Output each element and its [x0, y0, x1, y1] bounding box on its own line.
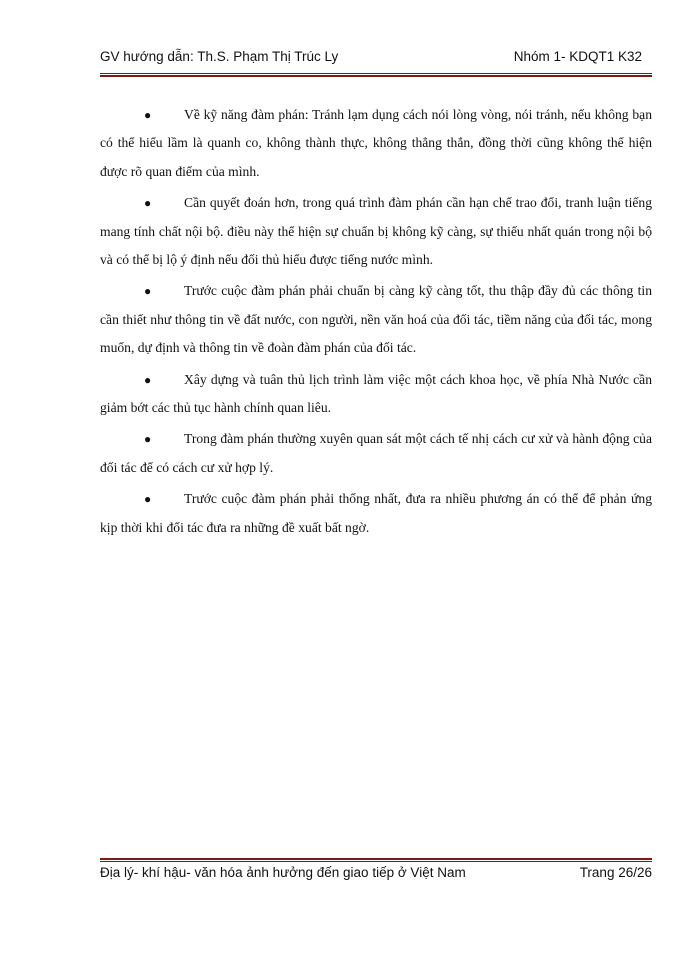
paragraph-text: Cần quyết đoán hơn, trong quá trình đàm phán cần hạn chế trao đổi, tranh luận tiếng mang tính chất nội bộ. điều này thể hiện sự chuẩn bị không kỹ càng, sự thiếu nhất quán trong nội bộ và có thể bị lộ ý định nếu đối thủ hiểu được tiếng nước mình. — [100, 195, 652, 268]
page-number: Trang 26/26 — [579, 865, 652, 880]
header-instructor: GV hướng dẫn: Th.S. Phạm Thị Trúc Ly — [100, 49, 339, 64]
paragraph-text: Trước cuộc đàm phán phải chuẩn bị càng kỹ càng tốt, thu thập đầy đủ các thông tin cần thiết như thông tin về đất nước, con người, nền văn hoá của đối tác, tiềm năng của đối tác, mong muốn, dự định và thông tin về đoàn đàm phán của đối tác. — [100, 283, 652, 356]
bullet-paragraph — [100, 425, 652, 482]
footer-title: Địa lý- khí hậu- văn hóa ảnh hưởng đến giao tiếp ở Việt Nam — [100, 865, 466, 880]
bullet-icon: ● — [144, 284, 152, 299]
bullet-icon: ● — [144, 372, 152, 387]
bullet-paragraph — [100, 366, 652, 423]
body-content — [100, 101, 652, 545]
paragraph-text: Xây dựng và tuân thủ lịch trình làm việc một cách khoa học, về phía Nhà Nước cần giảm bớt các thủ tục hành chính quan liêu. — [100, 371, 652, 416]
header-group: Nhóm 1- KDQT1 K32 — [513, 49, 642, 64]
paragraph-text: Về kỹ năng đàm phán: Tránh lạm dụng cách nói lòng vòng, nói tránh, nếu không bạn có thể hiểu lầm là quanh co, không thành thực, không thẳng thắn, đồng thời cũng không thể hiện được rõ quan điểm của mình. — [100, 107, 652, 179]
bullet-icon: ● — [144, 108, 152, 122]
footer-rule-line-thin — [100, 861, 652, 862]
bullet-icon: ● — [144, 432, 152, 447]
bullet-paragraph — [100, 101, 652, 186]
bullet-paragraph — [100, 189, 652, 274]
bullet-paragraph — [100, 485, 652, 542]
header-rule-line-thin — [100, 73, 652, 74]
bullet-icon: ● — [144, 492, 152, 507]
page-footer — [100, 865, 652, 885]
page-header — [100, 49, 652, 69]
footer-rule-line-thick — [100, 858, 652, 860]
paragraph-text: Trước cuộc đàm phán phải thống nhất, đưa ra nhiều phương án có thể để phản ứng kịp thời khi đối tác đưa ra những đề xuất bất ngờ. — [100, 491, 652, 535]
paragraph-text: Trong đàm phán thường xuyên quan sát một cách tế nhị cách cư xử và hành động của đối tác để có cách cư xử hợp lý. — [100, 431, 652, 475]
bullet-icon: ● — [144, 196, 152, 211]
footer-rule — [100, 858, 652, 862]
header-rule — [100, 73, 652, 77]
header-rule-line-thick — [100, 75, 652, 77]
bullet-paragraph — [100, 277, 652, 362]
